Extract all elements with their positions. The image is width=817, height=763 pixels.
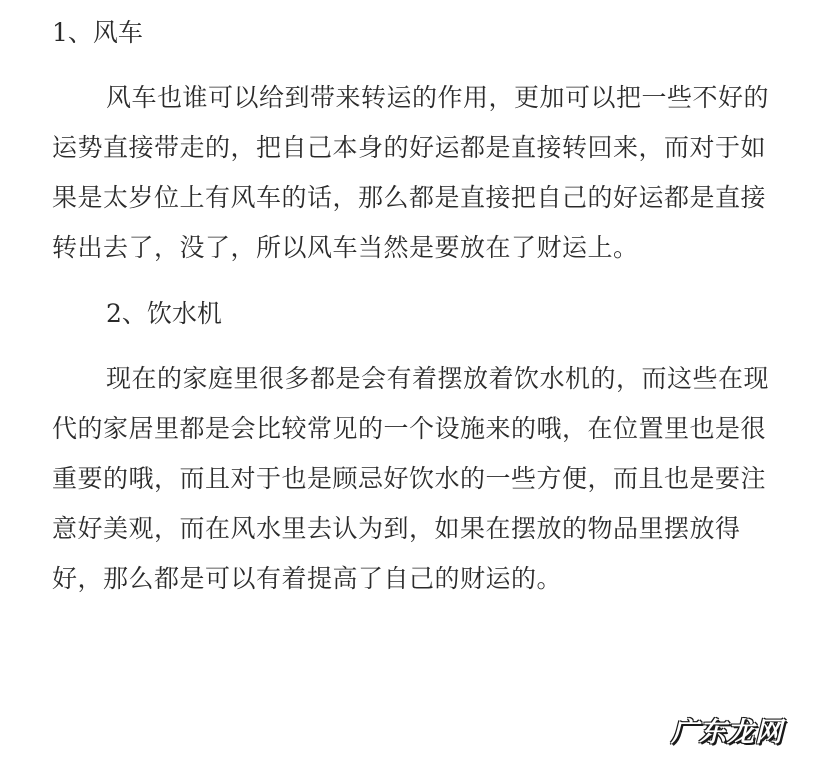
section-paragraph-water-dispenser: 现在的家庭里很多都是会有着摆放着饮水机的，而这些在现代的家居里都是会比较常见的一个设施来的哦，在位置里也是很重要的哦，而且对于也是顾忌好饮水的一些方便，而且也是要注意好美观，而在风水里去认为到，如果在摆放的物品里摆放得好，那么都是可以有着提高了自己的财运的。 <box>52 364 770 593</box>
article-body <box>52 10 777 604</box>
section-heading-water-dispenser: 2、饮水机 <box>106 299 222 328</box>
section-paragraph-windmill: 风车也谁可以给到带来转运的作用，更加可以把一些不好的运势直接带走的，把自己本身的好运都是直接转回来，而对于如果是太岁位上有风车的话，那么都是直接把自己的好运都是直接转出去了，没了，所以风车当然是要放在了财运上。 <box>52 83 770 262</box>
site-watermark-logo: 广东龙网 <box>671 717 783 748</box>
section-heading-windmill: 1、风车 <box>52 18 143 47</box>
